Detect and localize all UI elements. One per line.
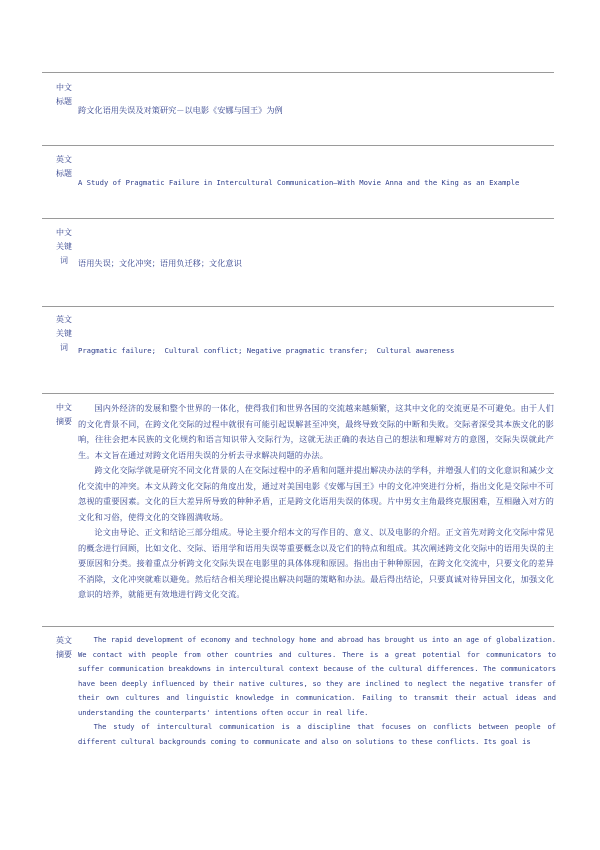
divider xyxy=(42,218,554,219)
en-title-text: A Study of Pragmatic Failure in Intercultural Communication—With Movie Anna and the King as an Example xyxy=(78,178,520,187)
cn-abstract-body xyxy=(78,401,554,603)
en-abstract-paragraph: The study of intercultural communication is a discipline that focuses on conflicts between people of different cultural backgrounds coming to communicate and also on solutions to these conflicts. Its goal is xyxy=(78,722,556,746)
en-abstract-paragraph: The rapid development of economy and technology home and abroad has brought us into an age of globalization. We contact with people from other countries and cultures. There is a great potential for communicators to suffer communication breakdowns in intercultural context because of the cultural differences. The communicators have been deeply influenced by their native cultures, so they are inclined to neglect the negative transfer of their own cultures and linguistic knowledge in communication. Failing to transmit their actual ideas and understanding the counterparts' intentions often occur in real life. xyxy=(78,635,556,717)
divider xyxy=(42,306,554,307)
en-abstract-label: 英文摘要 xyxy=(56,636,72,659)
cn-abstract-paragraph: 论文由导论、正文和结论三部分组成。导论主要介绍本文的写作目的、意义、以及电影的介绍。正文首先对跨文化交际中常见的概念进行回顾，比如文化、交际、语用学和语用失误等重要概念以及它们的特点和组成。其次阐述跨文化交际中的语用失误的主要原因和分类。接着重点分析跨文化交际失误在电影里的具体体现和原因。指出由于种种原因，在跨文化交流中，只要文化的差异不消除，文化冲突就难以避免。然后结合相关理论提出解决问题的策略和办法。最后得出结论，只要真诚对待异国文化，加强文化意识的培养，就能更有效地进行跨文化交流。 xyxy=(78,527,554,599)
divider xyxy=(42,72,554,73)
divider xyxy=(42,393,554,394)
en-title-label: 英文标题 xyxy=(56,155,72,178)
divider xyxy=(42,145,554,146)
en-keywords-label: 英文关键词 xyxy=(56,315,72,352)
cn-keywords-text: 语用失误；文化冲突；语用负迁移；文化意识 xyxy=(78,258,242,268)
cn-abstract-label: 中文摘要 xyxy=(56,403,72,426)
cn-title-text: 跨文化语用失误及对策研究－以电影《安娜与国王》为例 xyxy=(78,105,283,115)
en-abstract-body xyxy=(78,633,556,749)
en-keywords-text: Pragmatic failure; Cultural conflict; Negative pragmatic transfer; Cultural awareness xyxy=(78,346,455,355)
cn-abstract-paragraph: 国内外经济的发展和整个世界的一体化，使得我们和世界各国的交流越来越频繁，这其中文化的交流更是不可避免。由于人们的文化背景不同，在跨文化交际的过程中就很有可能引起误解甚至冲突，最终导致交际的中断和失败。交际者深受其本族文化的影响，往往会把本民族的文化规约和语言知识带入交际行为，这就无法正确的表达自己的想法和理解对方的意图，交际失误就此产生。本文旨在通过对跨文化语用失误的分析去寻求解决问题的办法。 xyxy=(78,403,554,460)
cn-keywords-label: 中文关键词 xyxy=(56,228,72,265)
cn-title-label: 中文标题 xyxy=(56,83,72,106)
divider xyxy=(42,626,554,627)
cn-abstract-paragraph: 跨文化交际学就是研究不同文化背景的人在交际过程中的矛盾和问题并提出解决办法的学科，并增强人们的文化意识和减少文化交流中的冲突。本文从跨文化交际的角度出发，通过对美国电影《安娜与国王》中的文化冲突进行分析，指出文化是交际中不可忽视的重要因素。文化的巨大差异所导致的种种矛盾，正是跨文化语用失误的体现。片中男女主角最终克服困难，互相融入对方的文化和习俗，使得文化的交锋圆满收场。 xyxy=(78,465,554,522)
